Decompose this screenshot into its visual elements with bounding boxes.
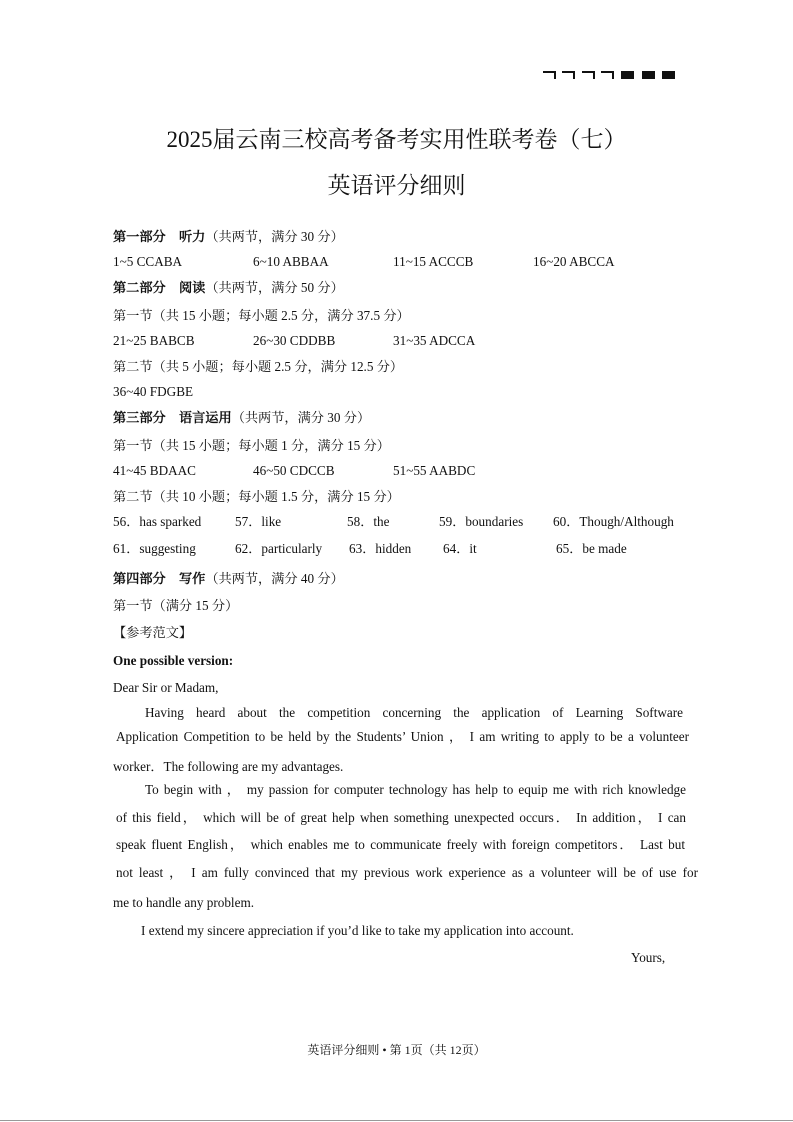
part4-heading-row [113,572,344,585]
mark-filled [621,71,634,79]
answer-group: 26~30 CDDBB [253,333,336,348]
letter-line: I extend my sincere appreciation if you’d like to take my application into account. [141,923,574,938]
section-heading: 第一节（满分 15 分） [113,598,239,613]
part3-heading: 第三部分 [113,410,166,425]
mark-filled [642,71,655,79]
mark-open [601,71,614,79]
letter-line: To begin with ， my passion for computer technology has help to equip me with rich knowledge [145,782,686,797]
part2-heading-row [113,281,344,294]
part4-note: （共两节，满分 40 分） [205,571,344,586]
answer-group: 51~55 AABDC [393,463,476,478]
section-heading: 第二节（共 5 小题；每小题 2.5 分，满分 12.5 分） [113,359,404,374]
part2-name: 阅读 [178,280,206,295]
page-subtitle: 英语评分细则 [327,173,466,198]
answer-item: 65．be made [556,541,627,556]
answer-group: 46~50 CDCCB [253,463,335,478]
answer-item: 64．it [443,541,477,556]
part4-heading: 第四部分 [113,571,166,586]
answer-item: 58．the [347,514,390,529]
part1-note: （共两节，满分 30 分） [205,229,344,244]
part3-heading-row [113,411,370,424]
letter-line: worker．The following are my advantages. [113,759,344,774]
answer-item: 60．Though/Although [553,514,674,529]
mark-open [582,71,595,79]
letter-line: Having heard about the competition concerning the application of Learning Software [145,705,683,720]
part2-note: （共两节，满分 50 分） [205,280,344,295]
answer-item: 61．suggesting [113,541,196,556]
answer-item: 56．has sparked [113,514,202,529]
answer-group: 21~25 BABCB [113,333,195,348]
answer-group: 6~10 ABBAA [253,254,329,269]
letter-greeting: Dear Sir or Madam, [113,680,219,695]
bottom-rule [0,1120,793,1121]
mark-open [543,71,556,79]
answer-item: 57．like [235,514,282,529]
part1-heading: 第一部分 [113,229,166,244]
letter-line: speak fluent English， which enables me to communicate freely with foreign competitors． Last but [116,837,685,852]
answer-group: 31~35 ADCCA [393,333,476,348]
answer-item: 63．hidden [349,541,412,556]
letter-line: not least ， I am fully convinced that my previous work experience as a volunteer will be of use for [116,865,698,880]
letter-line: of this field， which will be of great help when something unexpected occurs． In addition， I can [116,810,686,825]
part3-name: 语言运用 [178,410,232,425]
version-label: One possible version: [113,653,234,668]
answer-group: 11~15 ACCCB [393,254,474,269]
answer-group: 16~20 ABCCA [533,254,615,269]
part4-name: 写作 [178,571,206,586]
section-heading: 第一节（共 15 小题；每小题 2.5 分，满分 37.5 分） [113,308,410,323]
letter-line: me to handle any problem. [113,895,254,910]
answer-item: 62．particularly [235,541,323,556]
answer-item: 59．boundaries [439,514,524,529]
letter-closing: Yours, [631,950,666,965]
part1-name: 听力 [178,229,206,244]
page-footer: 英语评分细则 • 第 1页（共 12页） [307,1043,486,1057]
part1-heading-row [113,230,344,243]
mark-open [562,71,575,79]
part3-note: （共两节，满分 30 分） [231,410,371,425]
page-title: 2025届云南三校高考备考实用性联考卷（七） [166,127,627,152]
reference-label: 【参考范文】 [113,625,193,640]
answer-group: 41~45 BDAAC [113,463,196,478]
part2-heading: 第二部分 [113,280,166,295]
answer-group: 1~5 CCABA [113,254,183,269]
letter-line: Application Competition to be held by the Students’ Union ， I am writing to apply to be a volunteer [116,729,689,744]
answer-group: 36~40 FDGBE [113,384,194,399]
section-heading: 第一节（共 15 小题；每小题 1 分，满分 15 分） [113,438,390,453]
section-heading: 第二节（共 10 小题；每小题 1.5 分，满分 15 分） [113,489,400,504]
mark-filled [662,71,675,79]
